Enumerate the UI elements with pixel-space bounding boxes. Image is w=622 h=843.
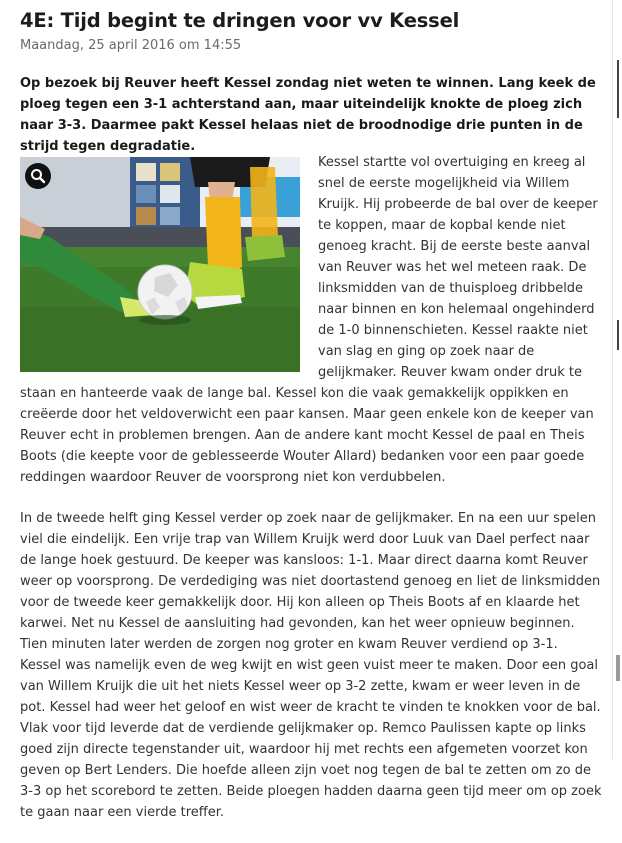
- scroll-marker: [617, 320, 619, 350]
- photo-spacer: [20, 152, 318, 374]
- article-paragraph: In de tweede helft ging Kessel verder op zoek naar de gelijkmaker. En na een uur spelen viel die eindelijk. Een vrije trap van Willem Kruijk werd door Luuk van Dael perfect naar de lange hoek gestuurd. De keeper was kansloos: 1-1. Maar direct daarna komt Reuver weer op voorsprong. De verdediging was niet doortastend genoeg en liet de linksmidden voor de tweede keer gemakkelijk door. Hij kon alleen op Theis Boots af en klaarde het karwei. Net nu Kessel de aansluiting had gevonden, kan het weer opnieuw beginnen. Tien minuten later werden de zorgen nog groter en kwam Reuver verdiend op 3-1. Kessel was namelijk even de weg kwijt en wist geen vuist meer te maken. Door een goal van Willem Kruijk die uit het niets Kessel weer op 3-2 zette, kwam er weer leven in de pot. Kessel had weer het geloof en wist weer de kracht te vinden te knokken voor de bal. Vlak voor tijd leverde dat de verdiende gelijkmaker op. Remco Paulissen kapte op links goed zijn directe tegenstander uit, waardoor hij met rechts een afgemeten voorzet kon geven op Bert Lenders. Die hoefde alleen zijn voet nog tegen de bal te zetten om zo de 3-3 op het scorebord te zetten. Beide ploegen hadden daarna geen tijd meer om op zoek te gaan naar een vierde treffer.: [20, 511, 602, 820]
- article-intro: Op bezoek bij Reuver heeft Kessel zondag niet weten te winnen. Lang keek de ploeg tegen een 3-1 achterstand aan, maar uiteindelijk knokte de ploeg zich naar 3-3. Daarmee pakt Kessel helaas niet de broodnodige drie punten in de strijd tegen degradatie.: [20, 76, 596, 154]
- scrollbar-track[interactable]: [612, 0, 622, 759]
- article-paragraph: Kessel startte vol overtuiging en kreeg al snel de eerste mogelijkheid via Willem Kruijk. Hij probeerde de bal over de keeper te koppen, maar de kopbal kende niet genoeg kracht. Bij de eerste beste aanval van Reuver was het wel meteen raak. De linksmidden van de thuisploeg dribbelde naar binnen en kon helemaal ongehinderd de 1-0 binnenschieten. Kessel raakte niet van slag en ging op zoek naar de gelijkmaker. Reuver kwam onder druk te staan en hanteerde vaak de lange bal. Kessel kon die vaak gemakkelijk oppikken en creëerde door het veldoverwicht een paar kansen. Maar geen enkele kon de keeper van Reuver echt in problemen brengen. Aan de andere kant mocht Kessel de paal en Theis Boots (die keepte voor de geblesseerde Wouter Allard) bedanken voor een paar goede reddingen waardoor Reuver de voorsprong niet kon verdubbelen.: [20, 155, 598, 485]
- article-date: Maandag, 25 april 2016 om 14:55: [20, 38, 242, 53]
- article: [20, 0, 612, 820]
- scroll-marker: [617, 60, 619, 118]
- scrollbar-thumb[interactable]: [616, 655, 620, 681]
- article-title: 4E: Tijd begint te dringen voor vv Kessel: [20, 9, 460, 32]
- article-body: [20, 152, 602, 843]
